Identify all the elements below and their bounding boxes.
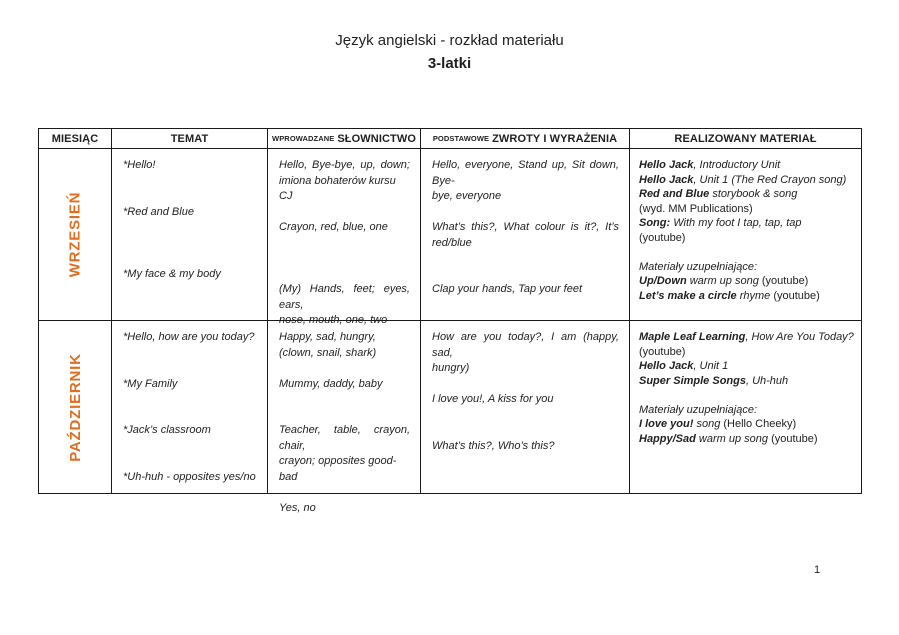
- text-line: Clap your hands, Tap your feet: [432, 283, 583, 295]
- month-label: WRZESIEŃ: [66, 191, 84, 278]
- text-line: hungry): [432, 362, 470, 374]
- text-line: *Red and Blue: [123, 205, 194, 218]
- text-line: Crayon, red, blue, one: [279, 221, 388, 233]
- column-header-label: SŁOWNICTWO: [337, 132, 416, 145]
- column-header-label: REALIZOWANY MATERIAŁ: [674, 132, 817, 145]
- cell-material-wrzesien: [630, 149, 861, 321]
- cell-temat-wrzesien: [112, 149, 268, 321]
- text-line: *Uh-huh - opposites yes/no: [123, 470, 256, 483]
- text-line: nose, mouth, one, two: [279, 314, 388, 326]
- text-line: Song: With my foot I tap, tap, tap: [639, 217, 802, 229]
- text-line: (wyd. MM Publications): [639, 202, 753, 215]
- column-header-material: [630, 129, 861, 149]
- text-line: Hello Jack, Unit 1: [639, 360, 729, 372]
- text-line: *Hello!: [123, 159, 156, 171]
- text-line: Materiały uzupełniające:: [639, 403, 758, 416]
- month-cell-wrzesien: [39, 149, 112, 321]
- document-title-block: [0, 29, 899, 75]
- text-line: Hello, everyone, Stand up, Sit down, Bye-: [432, 159, 619, 187]
- text-line: Maple Leaf Learning, How Are You Today?: [639, 331, 854, 343]
- text-line: Mummy, daddy, baby: [279, 377, 383, 390]
- cell-slownictwo-wrzesien: [268, 149, 421, 326]
- cell-material-pazdziernik: [630, 321, 861, 493]
- page-subtitle: 3-latki: [427, 55, 472, 72]
- text-line: Up/Down warm up song (youtube): [639, 275, 809, 287]
- text-line: *My face & my body: [123, 267, 221, 280]
- text-line: (youtube): [639, 345, 686, 358]
- text-line: Teacher, table, crayon, chair,: [279, 424, 410, 452]
- month-cell-pazdziernik: [39, 321, 112, 493]
- text-line: Red and Blue storybook & song: [639, 188, 798, 200]
- column-header-label: TEMAT: [170, 132, 209, 145]
- text-line: imiona bohaterów kursu CJ: [279, 174, 396, 202]
- text-line: bye, everyone: [432, 190, 502, 202]
- month-label: PAŹDZIERNIK: [66, 352, 84, 462]
- cell-zwroty-wrzesien: [421, 149, 630, 321]
- text-line: *Hello, how are you today?: [123, 331, 255, 343]
- text-line: Let’s make a circle rhyme (youtube): [639, 289, 820, 302]
- cell-temat-pazdziernik: [112, 321, 268, 493]
- text-line: I love you!, A kiss for you: [432, 393, 554, 405]
- page-number: 1: [814, 564, 821, 576]
- text-line: (youtube): [639, 231, 686, 244]
- text-line: What’s this?, What colour is it?, It’s: [432, 221, 619, 233]
- text-line: Super Simple Songs, Uh-huh: [639, 374, 789, 387]
- text-line: crayon; opposites good-bad: [279, 455, 397, 483]
- cell-slownictwo-pazdziernik: [268, 321, 421, 514]
- text-line: (clown, snail, shark): [279, 346, 377, 359]
- text-line: *My Family: [123, 377, 178, 390]
- text-line: Happy/Sad warm up song (youtube): [639, 432, 818, 445]
- page-title: Język angielski - rozkład materiału: [335, 32, 564, 49]
- text-line: Happy, sad, hungry,: [279, 331, 376, 343]
- text-line: Hello, Bye-bye, up, down;: [279, 159, 410, 171]
- text-line: I love you! song (Hello Cheeky): [639, 418, 797, 430]
- text-line: red/blue: [432, 236, 472, 249]
- curriculum-table: [38, 128, 862, 514]
- text-line: How are you today?, I am (happy, sad,: [432, 331, 619, 359]
- column-header-label: MIESIĄC: [51, 132, 99, 145]
- text-line: Yes, no: [279, 501, 316, 514]
- text-line: *Jack’s classroom: [123, 424, 211, 436]
- text-line: What’s this?, Who’s this?: [432, 439, 555, 452]
- text-line: Hello Jack, Introductory Unit: [639, 159, 781, 171]
- column-header-slownictwo: [268, 129, 421, 149]
- column-header-prefix: PODSTAWOWE: [432, 134, 490, 143]
- cell-zwroty-pazdziernik: [421, 321, 630, 493]
- text-line: Hello Jack, Unit 1 (The Red Crayon song): [639, 173, 847, 186]
- text-line: (My) Hands, feet; eyes, ears,: [279, 283, 410, 311]
- column-header-zwroty: [421, 129, 630, 149]
- column-header-miesiac: [39, 129, 112, 149]
- column-header-temat: [112, 129, 268, 149]
- column-header-label: ZWROTY I WYRAŻENIA: [492, 132, 618, 145]
- text-line: Materiały uzupełniające:: [639, 260, 758, 273]
- column-header-prefix: WPROWADZANE: [272, 134, 335, 143]
